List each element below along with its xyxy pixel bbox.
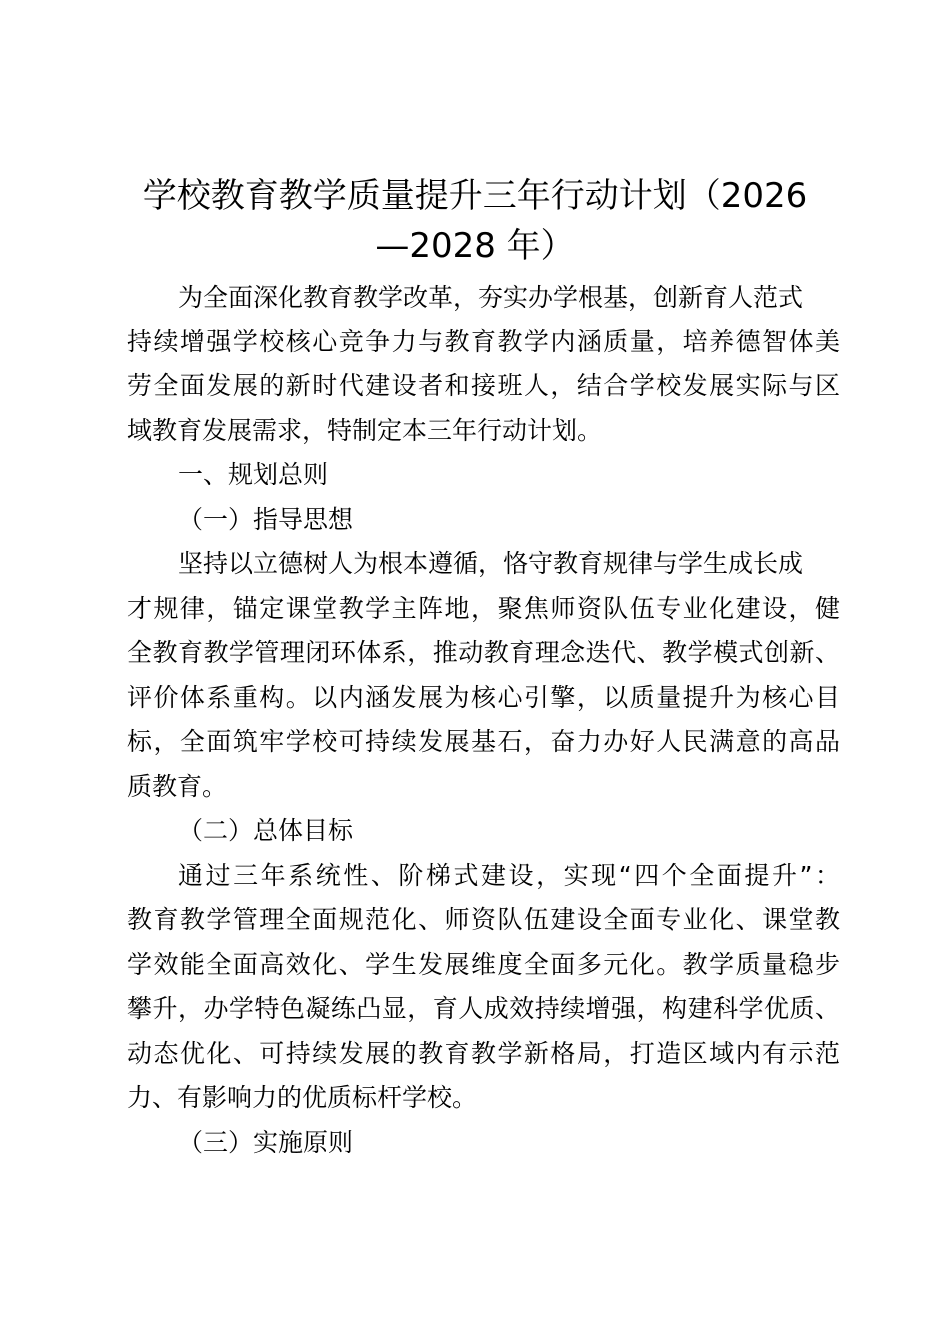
subsection-heading-2: （二）总体目标 — [178, 816, 354, 845]
paragraph-line: 力、有影响力的优质标杆学校。 — [127, 1083, 478, 1112]
document-title-line-2: —2028 年） — [375, 226, 575, 266]
paragraph-line: 坚持以立德树人为根本遵循，恪守教育规律与学生成长成 — [178, 549, 804, 578]
document-title-line-1: 学校教育教学质量提升三年行动计划（2026 — [142, 176, 808, 216]
paragraph-line: 动态优化、可持续发展的教育教学新格局，打造区域内有示范 — [127, 1039, 840, 1068]
subsection-heading-1: （一）指导思想 — [178, 505, 354, 534]
paragraph-line: 质教育。 — [127, 772, 228, 801]
section-heading: 一、规划总则 — [178, 460, 329, 489]
intro-line-1: 为全面深化教育教学改革，夯实办学根基，创新育人范式 — [178, 283, 804, 312]
paragraph-line: 通过三年系统性、阶梯式建设，实现“四个全面提升”： — [178, 861, 840, 890]
paragraph-line: 标，全面筑牢学校可持续发展基石，奋力办好人民满意的高品 — [127, 727, 840, 756]
paragraph-line: 才规律，锚定课堂教学主阵地，聚焦师资队伍专业化建设，健 — [127, 594, 840, 623]
paragraph-line: 评价体系重构。以内涵发展为核心引擎，以质量提升为核心目 — [127, 683, 840, 712]
intro-line-3: 劳全面发展的新时代建设者和接班人，结合学校发展实际与区 — [127, 371, 840, 400]
paragraph-line: 教育教学管理全面规范化、师资队伍建设全面专业化、课堂教 — [127, 905, 840, 934]
intro-line-2: 持续增强学校核心竞争力与教育教学内涵质量，培养德智体美 — [127, 327, 840, 356]
paragraph-line: 攀升，办学特色凝练凸显，育人成效持续增强，构建科学优质、 — [127, 994, 840, 1023]
paragraph-line: 全教育教学管理闭环体系，推动教育理念迭代、教学模式创新、 — [127, 638, 840, 667]
subsection-heading-3: （三）实施原则 — [178, 1128, 354, 1157]
paragraph-line: 学效能全面高效化、学生发展维度全面多元化。教学质量稳步 — [127, 950, 840, 979]
intro-line-4: 域教育发展需求，特制定本三年行动计划。 — [127, 416, 603, 445]
